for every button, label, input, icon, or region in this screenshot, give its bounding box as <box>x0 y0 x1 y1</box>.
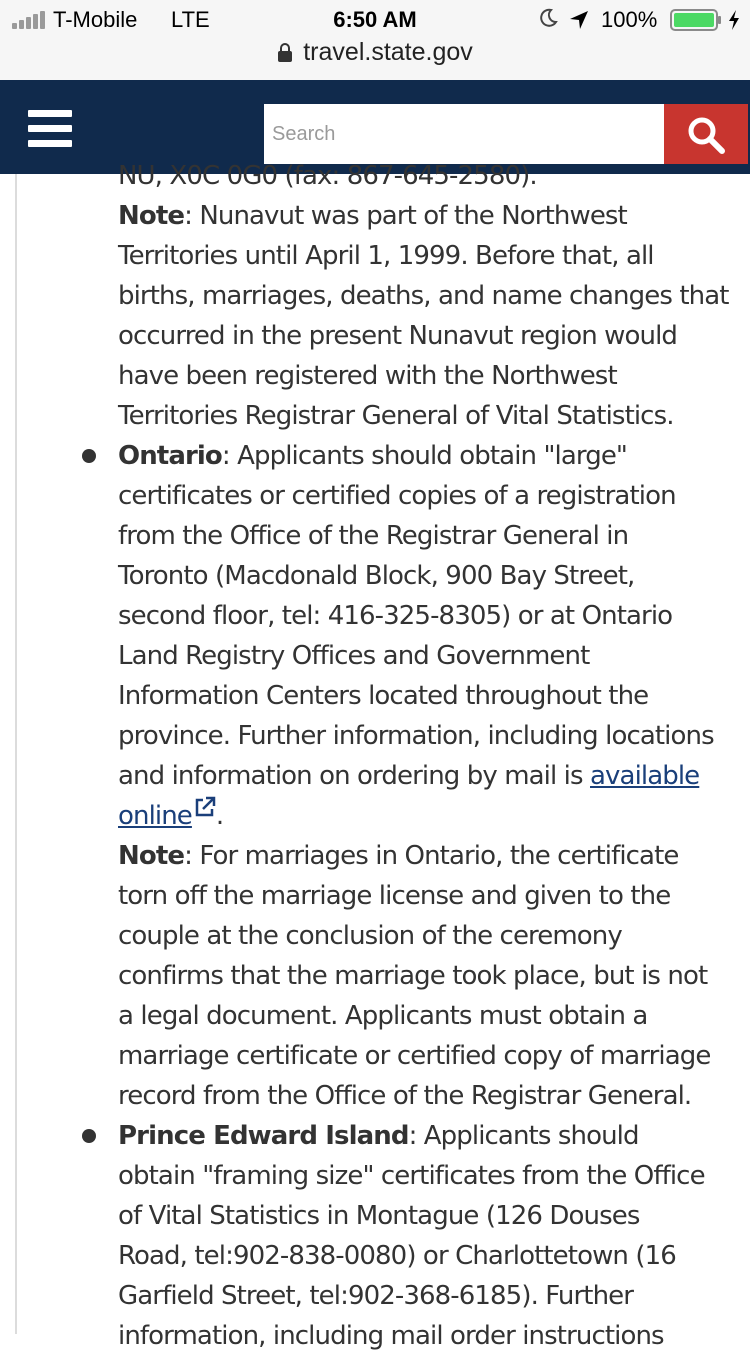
external-link-icon[interactable] <box>194 796 216 818</box>
available-online-link-cont[interactable]: online <box>118 801 192 831</box>
status-bar <box>0 0 750 40</box>
moon-icon <box>538 8 558 28</box>
available-online-link[interactable]: available <box>590 761 700 791</box>
note-label: Note <box>118 201 185 231</box>
location-arrow-icon <box>568 9 590 31</box>
search-button[interactable] <box>664 104 748 164</box>
lock-icon <box>277 42 293 62</box>
network-type: LTE <box>171 7 210 32</box>
cut-off-address-line: NU, X0C 0G0 (fax: 867-645-2580). <box>118 161 537 191</box>
browser-chrome <box>0 0 750 80</box>
search-input[interactable] <box>264 104 664 164</box>
article-content <box>0 161 750 1351</box>
battery-percent: 100% <box>601 7 658 32</box>
note-label: Note <box>118 841 185 871</box>
list-bullet <box>82 449 96 463</box>
carrier-name: T-Mobile <box>53 7 138 32</box>
list-item-prince-edward-island: Prince Edward Island: Applicants should obtain "framing size" certificates from the Office of Vital Statistics in Montague (126 Douses Road, tel:902-838-0080) or Charlottetown (16 Garfield Street, tel:902-368-6185). Further information, including mail order instructions <box>118 1121 705 1351</box>
list-left-rule <box>15 174 17 1334</box>
search-icon <box>686 115 726 155</box>
ontario-label: Ontario <box>118 441 222 471</box>
url-text: travel.state.gov <box>303 38 473 66</box>
battery-icon <box>670 9 722 31</box>
list-item-ontario: Ontario: Applicants should obtain "large" certificates or certified copies of a registration from the Office of the Registrar General in Toronto (Macdonald Block, 900 Bay Street, second floor, tel: 416-325-8305) or at Ontario Land Registry Offices and Government Information Centers located throughout the province. Further information, including locations and information on ordering by mail is available online . Note: For marriages in Ontario, the certificate torn off the marriage license and given to the couple at the conclusion of the ceremony confirms that the marriage took place, but is not a legal document. Applicants must obtain a marriage certificate or certified copy of marriage record from the Office of the Registrar General. <box>118 441 714 1111</box>
charging-bolt-icon <box>727 9 741 31</box>
list-bullet <box>82 1129 96 1143</box>
pei-label: Prince Edward Island <box>118 1121 409 1151</box>
url-bar[interactable] <box>0 38 750 80</box>
hamburger-menu-icon[interactable] <box>28 110 74 148</box>
nunavut-note: Note: Nunavut was part of the Northwest Territories until April 1, 1999. Before that, all births, marriages, deaths, and name changes that occurred in the present Nunavut region would have been registered with the Northwest Territories Registrar General of Vital Statistics. <box>118 201 729 431</box>
clock: 6:50 AM <box>333 7 417 32</box>
